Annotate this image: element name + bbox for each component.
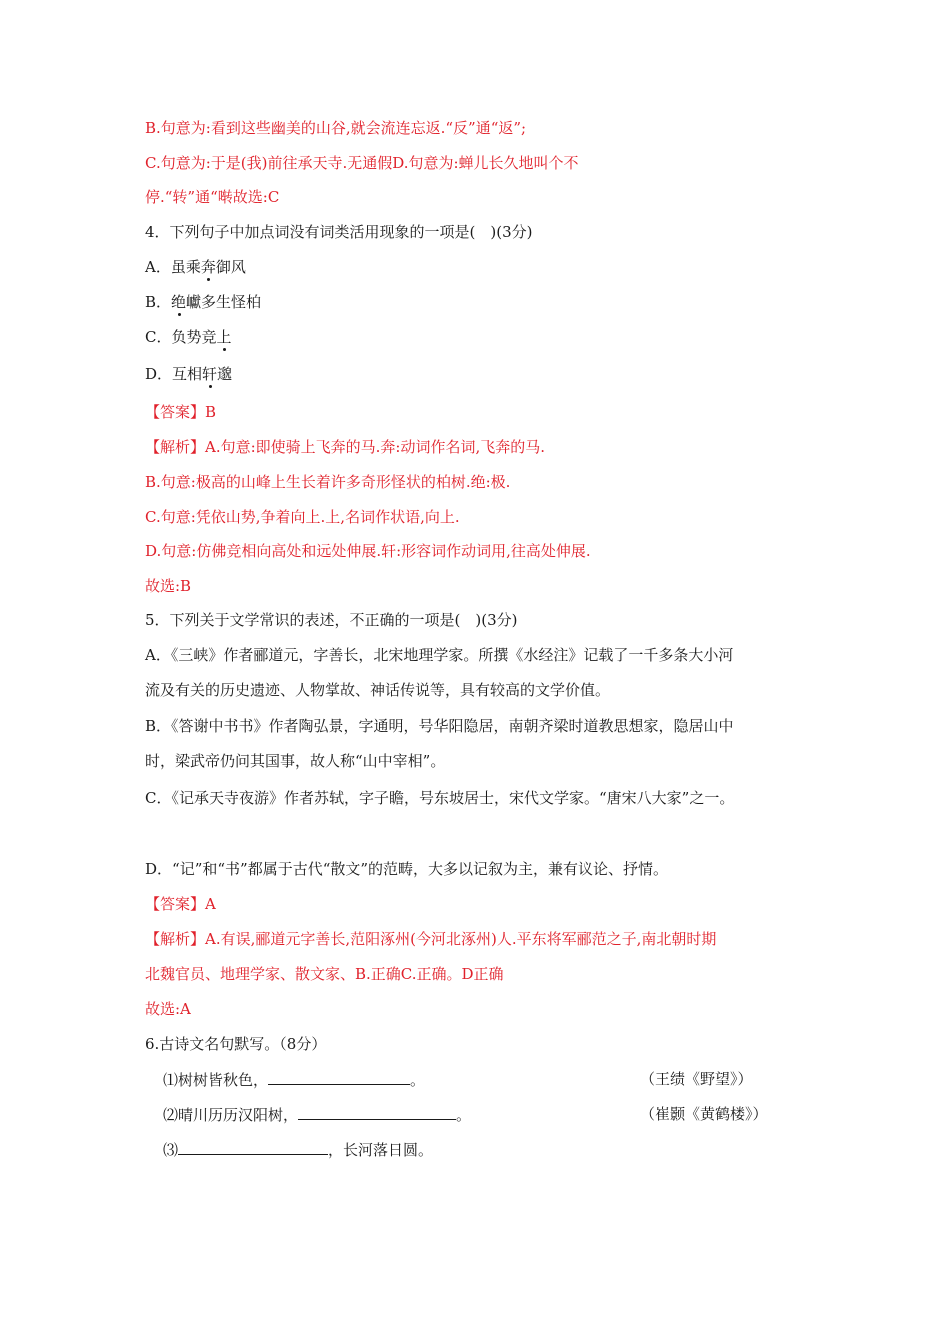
explanation-line: C.句意为:于是(我)前往承天寺.无通假D.句意为:蝉儿长久地叫个不	[145, 154, 579, 172]
option-text: B．	[145, 293, 172, 311]
dictation-item-3	[163, 1139, 433, 1160]
dotted-word: 上	[216, 328, 232, 346]
answer-blank[interactable]	[298, 1104, 456, 1120]
option-text: A．虽乘	[145, 258, 201, 276]
explanation-line: D.句意:仿佛竞相向高处和远处伸展.轩:形容词作动词用,往高处伸展.	[145, 542, 591, 560]
option-a-cont: 流及有关的历史遗迹、人物掌故、神话传说等，具有较高的文学价值。	[145, 681, 611, 699]
option-text: C．负势竞	[145, 328, 217, 346]
dotted-word: 轩	[202, 365, 218, 383]
dictation-text: ，长河落日圆。	[328, 1141, 434, 1159]
dotted-word: 绝	[171, 293, 187, 311]
poem-source: （王绩《野望》）	[640, 1070, 753, 1088]
dictation-text: 。	[456, 1106, 472, 1124]
option-a: A．《三峡》作者郦道元，字善长，北宋地理学家。所撰《水经注》记载了一千多条大小河	[145, 646, 734, 664]
explanation-line: B.句意:极高的山峰上生长着许多奇形怪状的柏树.绝:极.	[145, 473, 511, 491]
dotted-word: 奔	[200, 258, 216, 276]
dictation-item-2	[163, 1104, 471, 1125]
question-4: 4．下列句子中加点词没有词类活用现象的一项是( )(3分)	[145, 223, 533, 241]
explanation-line: 【解析】A.句意:即使骑上飞奔的马.奔:动词作名词,飞奔的马.	[145, 438, 546, 456]
dictation-text: ⑵晴川历历汉阳树，	[163, 1106, 299, 1124]
question-6: 6.古诗文名句默写。（8分）	[145, 1035, 327, 1053]
dictation-item-1	[163, 1069, 425, 1090]
option-a	[145, 257, 246, 277]
selection: 故选:B	[145, 577, 192, 595]
option-text: D．互相	[145, 365, 203, 383]
option-b: B．《答谢中书书》作者陶弘景，字通明，号华阳隐居，南朝齐梁时道教思想家，隐居山中	[145, 717, 734, 735]
dictation-text: ⑴树树皆秋色，	[163, 1071, 269, 1089]
poem-source: （崔颢《黄鹤楼》）	[640, 1105, 768, 1123]
option-d: D．“记”和“书”都属于古代“散文”的范畴，大多以记叙为主，兼有议论、抒情。	[145, 860, 669, 878]
option-text: 巘多生怪柏	[186, 293, 262, 311]
explanation-line: 【解析】A.有误,郦道元字善长,范阳涿州(今河北涿州)人.平东将军郦范之子,南北朝时期	[145, 930, 717, 948]
dictation-text: ⑶	[163, 1141, 179, 1159]
explanation-line: B.句意为:看到这些幽美的山谷,就会流连忘返.“反”通“返”;	[145, 119, 527, 137]
option-b-cont: 时，梁武帝仍问其国事，故人称“山中宰相”。	[145, 752, 446, 770]
explanation-line: 停.“转”通“啭故选:C	[145, 188, 280, 206]
answer: 【答案】B	[145, 403, 217, 421]
explanation-line: 北魏官员、地理学家、散文家、B.正确C.正确。D正确	[145, 965, 504, 983]
question-5: 5．下列关于文学常识的表述，不正确的一项是( )(3分)	[145, 611, 518, 629]
option-text: 邈	[217, 365, 233, 383]
dictation-text: 。	[410, 1071, 426, 1089]
answer-blank[interactable]	[268, 1069, 410, 1085]
option-d	[145, 364, 232, 384]
option-text: 御风	[215, 258, 246, 276]
explanation-line: C.句意:凭依山势,争着向上.上,名词作状语,向上.	[145, 508, 460, 526]
answer: 【答案】A	[145, 895, 216, 913]
option-c: C．《记承天寺夜游》作者苏轼，字子瞻，号东坡居士，宋代文学家。“唐宋八大家”之一。	[145, 789, 735, 807]
option-b	[145, 292, 261, 312]
option-c	[145, 327, 232, 347]
answer-blank[interactable]	[178, 1139, 328, 1155]
selection: 故选:A	[145, 1000, 191, 1018]
